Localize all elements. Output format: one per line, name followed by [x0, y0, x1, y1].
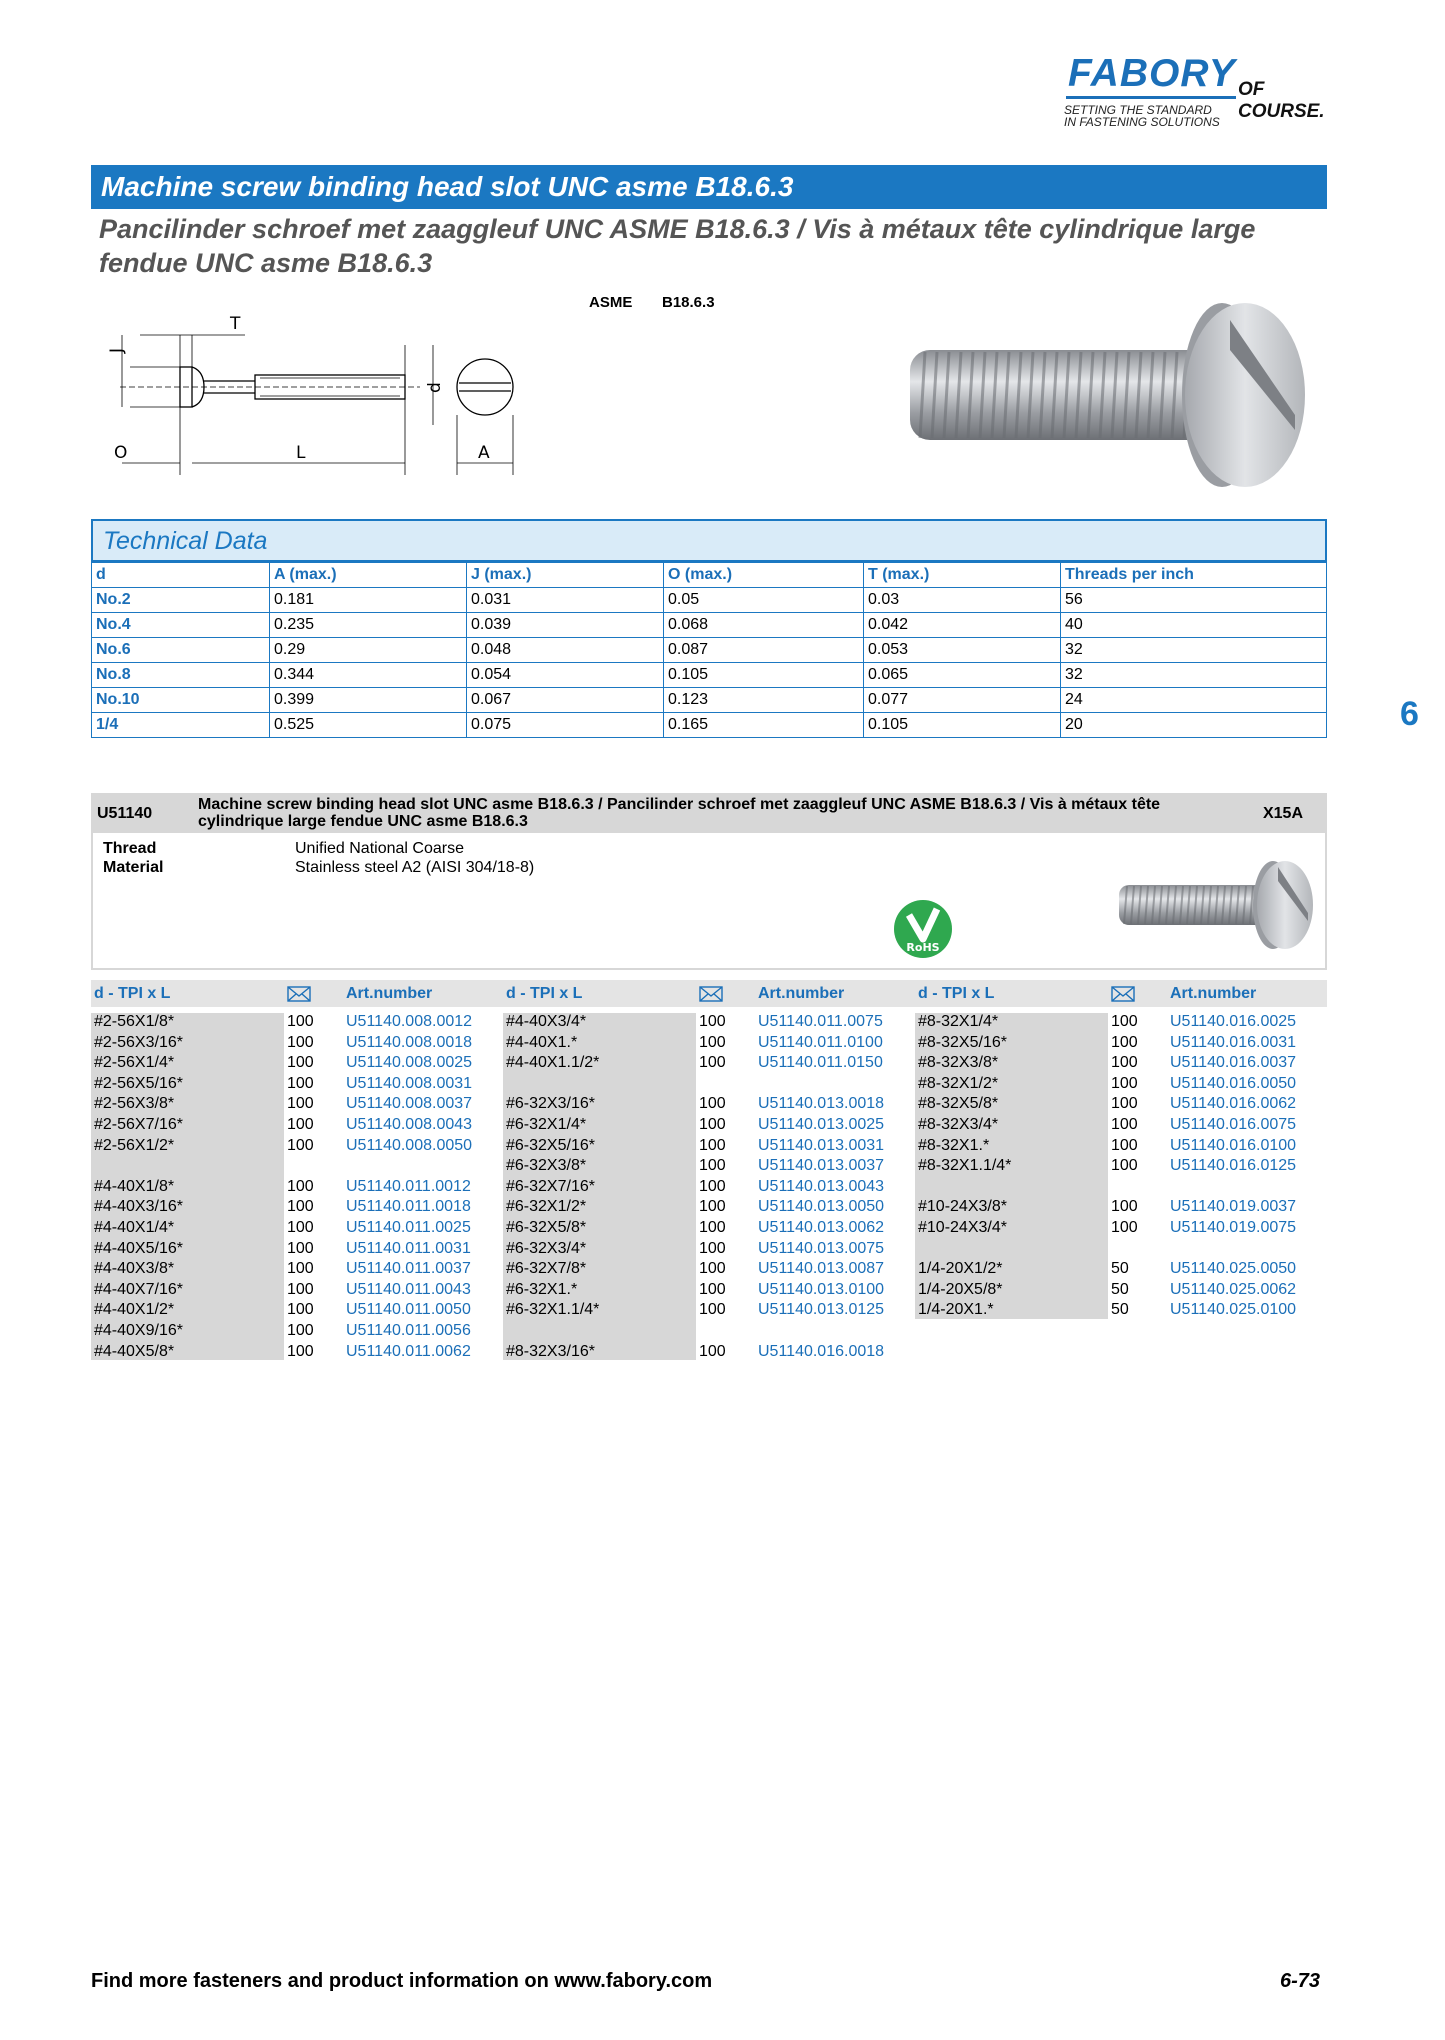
size-cell: No.6 [92, 638, 270, 663]
article-number-link[interactable]: U51140.013.0100 [758, 1281, 885, 1298]
product-x-code: X15A [1262, 805, 1303, 822]
article-quantity: 100 [287, 1034, 314, 1051]
technical-data-title: Technical Data [91, 519, 1327, 562]
article-size: #6-32X1.* [506, 1281, 578, 1298]
article-number-link[interactable]: U51140.011.0025 [346, 1219, 471, 1236]
article-quantity: 100 [699, 1240, 726, 1257]
article-number-link[interactable]: U51140.016.0018 [758, 1343, 885, 1360]
drawing-label-O: O [114, 443, 128, 463]
technical-data-table [91, 562, 1327, 738]
article-quantity: 100 [1111, 1013, 1138, 1030]
article-number-link[interactable]: U51140.013.0125 [758, 1301, 885, 1318]
value-cell: 0.048 [467, 638, 664, 663]
article-quantity: 100 [699, 1301, 726, 1318]
article-size: #4-40X5/8* [94, 1343, 175, 1360]
article-quantity: 100 [287, 1240, 314, 1257]
article-size: #4-40X3/16* [94, 1198, 183, 1215]
article-number-link[interactable]: U51140.013.0043 [758, 1178, 885, 1195]
article-number-link[interactable]: U51140.025.0100 [1170, 1301, 1297, 1318]
article-size: #6-32X5/8* [506, 1219, 587, 1236]
article-size: #2-56X1/8* [94, 1013, 175, 1030]
article-quantity: 100 [1111, 1137, 1138, 1154]
article-size: #10-24X3/4* [918, 1219, 1007, 1236]
technical-data-row [92, 713, 1327, 738]
col2-art-header: Art.number [758, 985, 845, 1002]
article-quantity: 100 [699, 1178, 726, 1195]
article-quantity: 100 [287, 1260, 314, 1277]
technical-data-row [92, 588, 1327, 613]
chapter-number: 6 [1400, 695, 1419, 733]
article-size: #8-32X1/2* [918, 1075, 999, 1092]
th-d: d [92, 563, 270, 588]
value-cell: 0.075 [467, 713, 664, 738]
article-size: #4-40X1/4* [94, 1219, 175, 1236]
article-size: #4-40X7/16* [94, 1281, 183, 1298]
article-size: #6-32X7/8* [506, 1260, 587, 1277]
article-size: #4-40X1/2* [94, 1301, 175, 1318]
article-quantity: 50 [1111, 1301, 1129, 1318]
article-quantity: 100 [699, 1137, 726, 1154]
article-size: #8-32X1/4* [918, 1013, 999, 1030]
article-number-link[interactable]: U51140.016.0025 [1170, 1013, 1297, 1030]
article-number-link[interactable]: U51140.016.0125 [1170, 1157, 1297, 1174]
th-a: A (max.) [270, 563, 467, 588]
article-size: 1/4-20X1/2* [918, 1260, 1003, 1277]
value-cell: 0.525 [270, 713, 467, 738]
value-cell: 0.105 [664, 663, 864, 688]
value-cell: 0.053 [864, 638, 1061, 663]
article-quantity: 100 [287, 1095, 314, 1112]
value-cell: 0.039 [467, 613, 664, 638]
article-number-link[interactable]: U51140.016.0100 [1170, 1137, 1297, 1154]
article-number-link[interactable]: U51140.013.0031 [758, 1137, 885, 1154]
article-quantity: 100 [699, 1116, 726, 1133]
th-j: J (max.) [467, 563, 664, 588]
technical-data-row [92, 663, 1327, 688]
value-cell: 0.042 [864, 613, 1061, 638]
value-cell: 0.065 [864, 663, 1061, 688]
fabory-logo [1060, 52, 1350, 132]
article-quantity: 100 [287, 1116, 314, 1133]
article-quantity: 100 [699, 1343, 726, 1360]
article-number-link[interactable]: U51140.011.0043 [346, 1281, 471, 1298]
value-cell: 0.03 [864, 588, 1061, 613]
article-quantity: 100 [699, 1219, 726, 1236]
article-quantity: 100 [287, 1281, 314, 1298]
article-size: #2-56X1/4* [94, 1054, 175, 1071]
technical-data-row [92, 688, 1327, 713]
th-threads: Threads per inch [1061, 563, 1327, 588]
material-label: Material [103, 859, 164, 876]
rohs-icon [893, 899, 953, 959]
technical-data-row [92, 638, 1327, 663]
article-quantity: 100 [1111, 1054, 1138, 1071]
article-number-link[interactable]: U51140.016.0062 [1170, 1095, 1297, 1112]
value-cell: 56 [1061, 588, 1327, 613]
drawing-end-view [457, 359, 513, 415]
value-cell: 0.087 [664, 638, 864, 663]
article-size: 1/4-20X1.* [918, 1301, 994, 1318]
value-cell: 32 [1061, 638, 1327, 663]
article-quantity: 50 [1111, 1281, 1129, 1298]
article-number-link[interactable]: U51140.013.0025 [758, 1116, 885, 1133]
col1-art-header: Art.number [346, 985, 433, 1002]
thread-value: Unified National Coarse [295, 840, 464, 857]
article-quantity: 100 [287, 1054, 314, 1071]
article-number-link[interactable]: U51140.008.0031 [346, 1075, 473, 1092]
material-value: Stainless steel A2 (AISI 304/18-8) [295, 859, 535, 876]
standard-label: ASME [589, 294, 633, 311]
article-quantity: 100 [287, 1343, 314, 1360]
article-size: #6-32X1/2* [506, 1198, 587, 1215]
value-cell: 0.344 [270, 663, 467, 688]
value-cell: 0.05 [664, 588, 864, 613]
article-quantity: 100 [1111, 1075, 1138, 1092]
article-size: #2-56X3/8* [94, 1095, 175, 1112]
article-size: #4-40X1.* [506, 1034, 578, 1051]
article-number-link[interactable]: U51140.016.0075 [1170, 1116, 1297, 1133]
article-number-link[interactable]: U51140.011.0031 [346, 1240, 471, 1257]
value-cell: 0.399 [270, 688, 467, 713]
drawing-label-d: d [425, 382, 445, 393]
article-number-link[interactable]: U51140.013.0062 [758, 1219, 885, 1236]
page-title: Machine screw binding head slot UNC asme B18.6.3 [91, 165, 1327, 209]
article-number-link[interactable]: U51140.013.0087 [758, 1260, 885, 1277]
article-number-link[interactable]: U51140.008.0018 [346, 1034, 473, 1051]
value-cell: 0.054 [467, 663, 664, 688]
article-number-link[interactable]: U51140.008.0043 [346, 1116, 473, 1133]
col1-size-header: d - TPI x L [94, 985, 171, 1002]
thread-label: Thread [103, 840, 157, 857]
standard-value: B18.6.3 [662, 294, 715, 311]
article-size: #8-32X5/8* [918, 1095, 999, 1112]
article-number-link[interactable]: U51140.011.0075 [758, 1013, 883, 1030]
col3-art-header: Art.number [1170, 985, 1257, 1002]
product-description-line-2: cylindrique large fendue UNC asme B18.6.3 [198, 813, 528, 830]
logo-tagline-line-2: IN FASTENING SOLUTIONS [1064, 115, 1220, 129]
value-cell: 0.105 [864, 713, 1061, 738]
drawing-label-J: J [107, 347, 127, 353]
article-quantity: 100 [699, 1198, 726, 1215]
article-number-link[interactable]: U51140.011.0062 [346, 1343, 471, 1360]
logo-tagline [1064, 104, 1220, 128]
screw-photo [900, 290, 1320, 490]
article-quantity: 50 [1111, 1260, 1129, 1277]
article-size: #6-32X3/8* [506, 1157, 587, 1174]
product-header [91, 793, 1327, 833]
article-size: #6-32X1.1/4* [506, 1301, 600, 1318]
article-number-link[interactable]: U51140.011.0056 [346, 1322, 471, 1339]
article-quantity: 100 [1111, 1219, 1138, 1236]
product-code: U51140 [97, 805, 153, 822]
article-number-link[interactable]: U51140.019.0075 [1170, 1219, 1297, 1236]
envelope-icon [699, 986, 723, 1002]
value-cell: 0.068 [664, 613, 864, 638]
article-size: #4-40X3/4* [506, 1013, 587, 1030]
article-size: #8-32X3/4* [918, 1116, 999, 1133]
value-cell: 0.165 [664, 713, 864, 738]
col2-size-header: d - TPI x L [506, 985, 583, 1002]
article-number-link[interactable]: U51140.011.0037 [346, 1260, 471, 1277]
logo-suffix: OF COURSE. [1238, 79, 1325, 122]
article-quantity: 100 [287, 1219, 314, 1236]
logo-brand: FABORY [1068, 52, 1236, 95]
technical-drawing [100, 305, 560, 485]
technical-data-row [92, 613, 1327, 638]
value-cell: 0.29 [270, 638, 467, 663]
article-size: #8-32X5/16* [918, 1034, 1007, 1051]
article-quantity: 100 [699, 1054, 726, 1071]
article-size: #2-56X1/2* [94, 1137, 175, 1154]
article-size: #8-32X1.1/4* [918, 1157, 1012, 1174]
article-size: #6-32X3/16* [506, 1095, 595, 1112]
drawing-label-T: T [230, 314, 241, 334]
article-number-link[interactable]: U51140.016.0031 [1170, 1034, 1297, 1051]
drawing-label-A: A [478, 443, 490, 463]
article-number-link[interactable]: U51140.013.0037 [758, 1157, 885, 1174]
article-number-link[interactable]: U51140.008.0012 [346, 1013, 473, 1030]
article-number-link[interactable]: U51140.016.0037 [1170, 1054, 1297, 1071]
technical-data-header-row [92, 563, 1327, 588]
value-cell: 0.031 [467, 588, 664, 613]
article-size: #4-40X5/16* [94, 1240, 183, 1257]
article-quantity: 100 [287, 1301, 314, 1318]
article-size: #6-32X3/4* [506, 1240, 587, 1257]
logo-tagline-line-1: SETTING THE STANDARD [1064, 103, 1212, 117]
article-quantity: 100 [287, 1013, 314, 1030]
value-cell: 32 [1061, 663, 1327, 688]
article-number-link[interactable]: U51140.019.0037 [1170, 1198, 1297, 1215]
article-quantity: 100 [1111, 1116, 1138, 1133]
value-cell: 0.123 [664, 688, 864, 713]
article-size: 1/4-20X5/8* [918, 1281, 1003, 1298]
article-size: #6-32X7/16* [506, 1178, 595, 1195]
article-quantity: 100 [699, 1013, 726, 1030]
article-size: #8-32X1.* [918, 1137, 990, 1154]
value-cell: 24 [1061, 688, 1327, 713]
article-number-link[interactable]: U51140.011.0100 [758, 1034, 883, 1051]
page-subtitle: Pancilinder schroef met zaaggleuf UNC ASME B18.6.3 / Vis à métaux tête cylindrique large fendue UNC asme B18.6.3 [99, 214, 1256, 278]
size-cell: No.4 [92, 613, 270, 638]
size-cell: No.2 [92, 588, 270, 613]
article-quantity: 100 [699, 1260, 726, 1277]
value-cell: 0.067 [467, 688, 664, 713]
product-description-line-1: Machine screw binding head slot UNC asme B18.6.3 / Pancilinder schroef met zaaggleuf UNC ASME B18.6.3 / Vis à métaux tête [198, 796, 1161, 813]
article-number-link[interactable]: U51140.016.0050 [1170, 1075, 1297, 1092]
product-description [198, 796, 1198, 830]
article-number-link[interactable]: U51140.008.0025 [346, 1054, 473, 1071]
article-size: #2-56X5/16* [94, 1075, 183, 1092]
logo-underline [1066, 96, 1236, 99]
article-quantity: 100 [699, 1281, 726, 1298]
article-number-link[interactable]: U51140.013.0018 [758, 1095, 885, 1112]
th-o: O (max.) [664, 563, 864, 588]
article-number-link[interactable]: U51140.013.0075 [758, 1240, 885, 1257]
article-quantity: 100 [287, 1198, 314, 1215]
envelope-icon [1111, 986, 1135, 1002]
photo-head-face [1185, 303, 1305, 487]
drawing-label-L: L [296, 443, 306, 463]
article-number-link[interactable]: U51140.025.0062 [1170, 1281, 1297, 1298]
size-cell: No.10 [92, 688, 270, 713]
article-size: #8-32X3/16* [506, 1343, 595, 1360]
article-quantity: 100 [1111, 1034, 1138, 1051]
article-number-link[interactable]: U51140.008.0050 [346, 1137, 473, 1154]
page-number: 6-73 [1280, 1970, 1321, 1992]
article-number-link[interactable]: U51140.011.0050 [346, 1301, 471, 1318]
value-cell: 40 [1061, 613, 1327, 638]
value-cell: 0.077 [864, 688, 1061, 713]
article-size: #6-32X1/4* [506, 1116, 587, 1133]
size-cell: 1/4 [92, 713, 270, 738]
article-list-header [91, 980, 1327, 1007]
screw-photo-small [1113, 853, 1313, 953]
col3-size-header: d - TPI x L [918, 985, 995, 1002]
footer-text: Find more fasteners and product information on www.fabory.com [91, 1970, 713, 1992]
article-quantity: 100 [699, 1157, 726, 1174]
article-size: #4-40X9/16* [94, 1322, 183, 1339]
th-t: T (max.) [864, 563, 1061, 588]
rohs-label: RoHS [906, 941, 940, 954]
article-size: #4-40X1.1/2* [506, 1054, 600, 1071]
article-size: #4-40X1/8* [94, 1178, 175, 1195]
article-quantity: 100 [1111, 1095, 1138, 1112]
article-number-link[interactable]: U51140.011.0150 [758, 1054, 883, 1071]
envelope-icon [287, 986, 311, 1002]
value-cell: 20 [1061, 713, 1327, 738]
article-number-link[interactable]: U51140.008.0037 [346, 1095, 473, 1112]
article-size: #4-40X3/8* [94, 1260, 175, 1277]
value-cell: 0.235 [270, 613, 467, 638]
value-cell: 0.181 [270, 588, 467, 613]
article-size: #2-56X3/16* [94, 1034, 183, 1051]
article-quantity: 100 [1111, 1157, 1138, 1174]
article-number-link[interactable]: U51140.013.0050 [758, 1198, 885, 1215]
article-quantity: 100 [699, 1034, 726, 1051]
article-number-link[interactable]: U51140.011.0018 [346, 1198, 471, 1215]
article-quantity: 100 [1111, 1198, 1138, 1215]
article-number-link[interactable]: U51140.011.0012 [346, 1178, 471, 1195]
article-quantity: 100 [287, 1075, 314, 1092]
article-size: #2-56X7/16* [94, 1116, 183, 1133]
article-size: #8-32X3/8* [918, 1054, 999, 1071]
article-number-link[interactable]: U51140.025.0050 [1170, 1260, 1297, 1277]
article-size: #6-32X5/16* [506, 1137, 595, 1154]
article-quantity: 100 [699, 1095, 726, 1112]
article-quantity: 100 [287, 1178, 314, 1195]
article-size: #10-24X3/8* [918, 1198, 1007, 1215]
article-quantity: 100 [287, 1137, 314, 1154]
article-quantity: 100 [287, 1322, 314, 1339]
product-properties [91, 833, 1327, 970]
size-cell: No.8 [92, 663, 270, 688]
